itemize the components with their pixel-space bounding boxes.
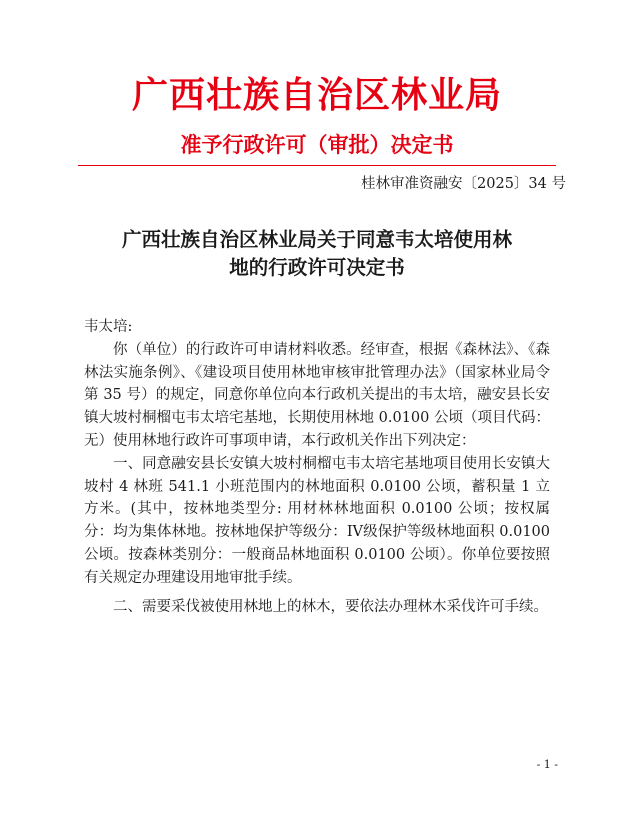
decision-title <box>80 226 554 282</box>
document-body <box>84 316 550 618</box>
paragraph-decision-one: 一、同意融安县长安镇大坡村桐榴屯韦太培宅基地项目使用长安镇大坡村 4 林班 541.1 小班范围内的林地面积 0.0100 公顷，蓄积量 1 立方米。(其中，按林地类型分: 用材林林地面积 0.0100 公顷；按权属分：均为集体林地。按林地保护等级分：IV级保护等级林地面积 0.0100 公顷。按森林类别分：一般商品林地面积 0.0100 公顷）。你单位要按照有关规定办理建设用地审批手续。 <box>84 455 550 586</box>
document-type-heading: 准予行政许可（审批）决定书 <box>180 132 454 157</box>
issuing-authority-title: 广西壮族自治区林业局 <box>131 74 502 116</box>
salutation: 韦太培: <box>84 319 133 335</box>
paragraph-decision-two: 二、需要采伐被使用林地上的林木，要依法办理林木采伐许可手续。 <box>113 598 548 615</box>
paragraph-intro: 你（单位）的行政许可申请材料收悉。经审查，根据《森林法》、《森林法实施条例》、《建设项目使用林地审核审批管理办法》（国家林业局令第 35 号）的规定，同意你单位向本行政机关提出的韦太培，融安县长安镇大坡村桐榴屯韦太培宅基地，长期使用林地 0.0100 公顷（项目代码：无）使用林地行政许可事项申请，本行政机关作出下列决定： <box>84 341 550 449</box>
decision-title-line-2: 地的行政许可决定书 <box>229 256 405 279</box>
decision-title-line-1: 广西壮族自治区林业局关于同意韦太培使用林 <box>121 228 512 251</box>
document-number: 桂林审准资融安〔2025〕34 号 <box>361 176 566 192</box>
red-divider-line <box>78 165 556 166</box>
page-number: - 1 - <box>536 758 558 771</box>
